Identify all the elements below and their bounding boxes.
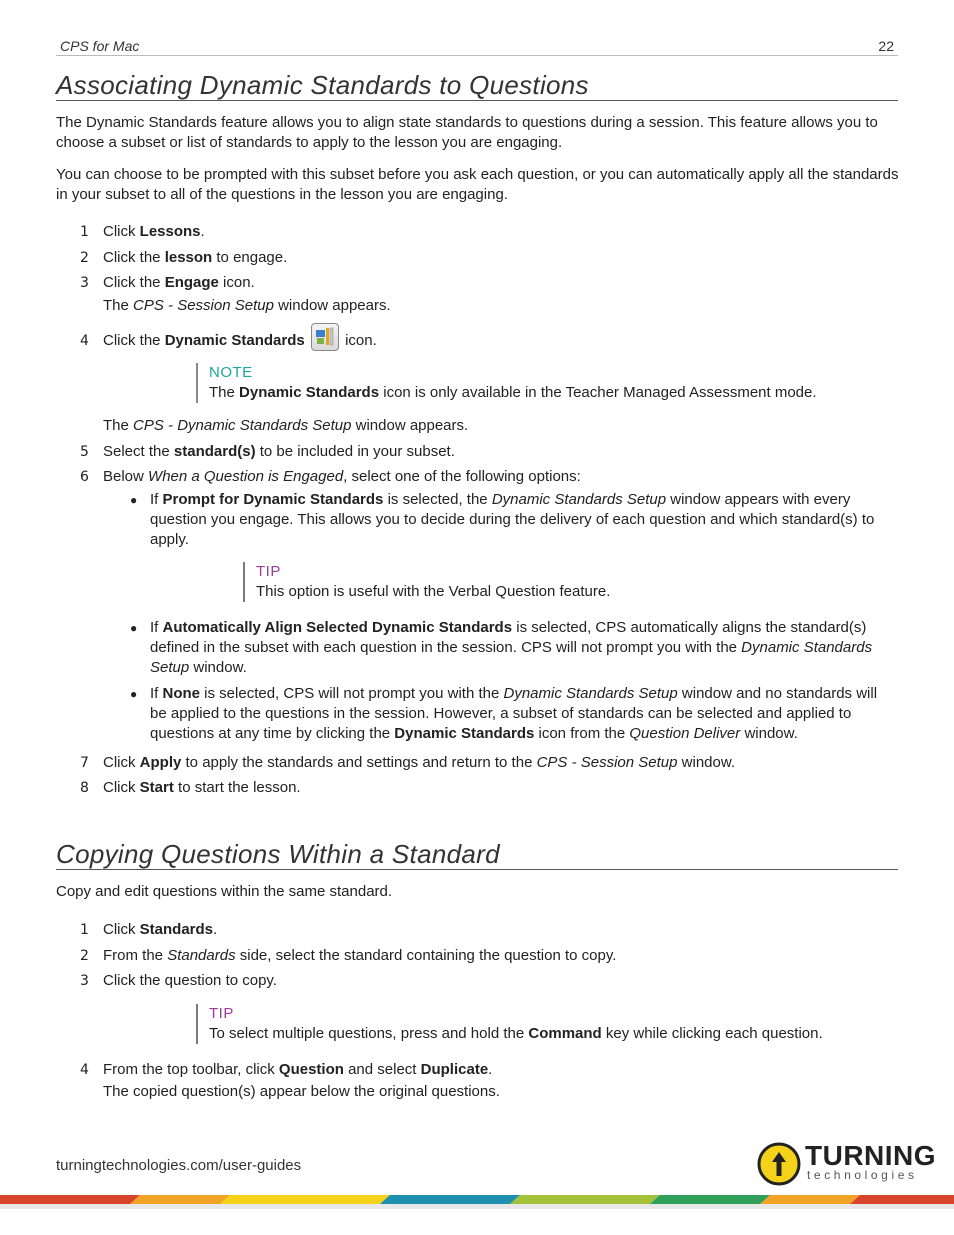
logo-wordmark: TURNING: [805, 1140, 937, 1171]
intro-paragraph-1: The Dynamic Standards feature allows you to align state standards to questions during a session. This feature allows you to choose a subset or list of standards to apply to the lesson you are engaging.: [56, 114, 878, 151]
step-text: Click Lessons.: [103, 223, 205, 240]
note-callout: [196, 363, 899, 403]
note-text: The Dynamic Standards icon is only available in the Teacher Managed Assessment mode.: [209, 384, 817, 401]
step-text: Click the lesson to engage.: [103, 249, 288, 266]
step-text: Click the Dynamic Standards icon.: [103, 331, 893, 351]
step-number: 3: [80, 275, 89, 291]
turning-logo: [757, 1142, 937, 1186]
tip-label: TIP: [256, 563, 281, 580]
bullet-dot: ●: [130, 493, 138, 507]
turning-logo-icon: [757, 1142, 801, 1186]
bullet-dot: ●: [130, 621, 138, 635]
section2-intro: Copy and edit questions within the same standard.: [56, 883, 393, 900]
step-number: 4: [80, 1062, 89, 1078]
step-text: From the Standards side, select the standard containing the question to copy.: [103, 947, 617, 964]
step-text: From the top toolbar, click Question and select Duplicate.: [103, 1061, 493, 1078]
tip-label: TIP: [209, 1005, 234, 1022]
section-divider: [56, 869, 898, 870]
bullet-text: If Automatically Align Selected Dynamic Standards is selected, CPS automatically aligns the standard(s) defined in the subset with each question in the session. CPS will not prompt you with the Dynamic Standards Setup window.: [150, 619, 873, 676]
section-title-dynamic-standards: Associating Dynamic Standards to Questions: [56, 70, 589, 100]
step-text: Below When a Question is Engaged, select one of the following options:: [103, 468, 581, 485]
footer-color-stripe: [0, 1195, 954, 1209]
step-3-result: The CPS - Session Setup window appears.: [103, 297, 391, 314]
step-number: 6: [80, 469, 89, 485]
note-label: NOTE: [209, 364, 253, 381]
step-number: 3: [80, 973, 89, 989]
bullet-text: If None is selected, CPS will not prompt you with the Dynamic Standards Setup window and no standards will be applied to the questions in the session. However, a subset of standards can be selected and applied to questions at any time by clicking the Dynamic Standards icon from the Question Deliver window.: [150, 685, 878, 742]
header-divider: [56, 55, 898, 56]
bullet-dot: ●: [130, 687, 138, 701]
step-text: Click the question to copy.: [103, 972, 277, 989]
step-number: 7: [80, 755, 89, 771]
step-number: 2: [80, 250, 89, 266]
section-divider: [56, 100, 898, 101]
step-text: Click the Engage icon.: [103, 274, 255, 291]
tip-text: To select multiple questions, press and hold the Command key while clicking each question.: [209, 1025, 823, 1042]
step-number: 5: [80, 444, 89, 460]
section-title-copying-questions: Copying Questions Within a Standard: [56, 839, 500, 869]
dynamic-standards-icon: [311, 323, 339, 351]
step-text: Click Start to start the lesson.: [103, 779, 301, 796]
logo-tagline: technologies: [807, 1168, 918, 1182]
tip-callout-verbal: [243, 562, 816, 602]
step-4-result: The CPS - Dynamic Standards Setup window appears.: [103, 417, 469, 434]
tip-callout-multiselect: [196, 1004, 899, 1044]
step-number: 2: [80, 948, 89, 964]
intro-paragraph-2: You can choose to be prompted with this subset before you ask each question, or you can automatically apply all the standards in your subset to all of the questions in the lesson you are engaging.: [56, 166, 899, 203]
step-text: Click Standards.: [103, 921, 218, 938]
step-number: 1: [80, 224, 89, 240]
tip-text: This option is useful with the Verbal Question feature.: [256, 583, 611, 600]
page-number: 22: [878, 38, 894, 54]
copy-step-4-result: The copied question(s) appear below the original questions.: [103, 1083, 500, 1100]
step-text: Click Apply to apply the standards and settings and return to the CPS - Session Setup window.: [103, 754, 736, 771]
bullet-text: If Prompt for Dynamic Standards is selected, the Dynamic Standards Setup window appears with every question you engage. This allows you to decide during the delivery of each question and which standard(s) to apply.: [150, 491, 875, 548]
step-number: 8: [80, 780, 89, 796]
running-header-title: CPS for Mac: [60, 38, 140, 54]
step-number: 4: [80, 333, 89, 349]
step-number: 1: [80, 922, 89, 938]
step-text: Select the standard(s) to be included in your subset.: [103, 443, 455, 460]
footer-url-link[interactable]: turningtechnologies.com/user-guides: [56, 1157, 302, 1174]
